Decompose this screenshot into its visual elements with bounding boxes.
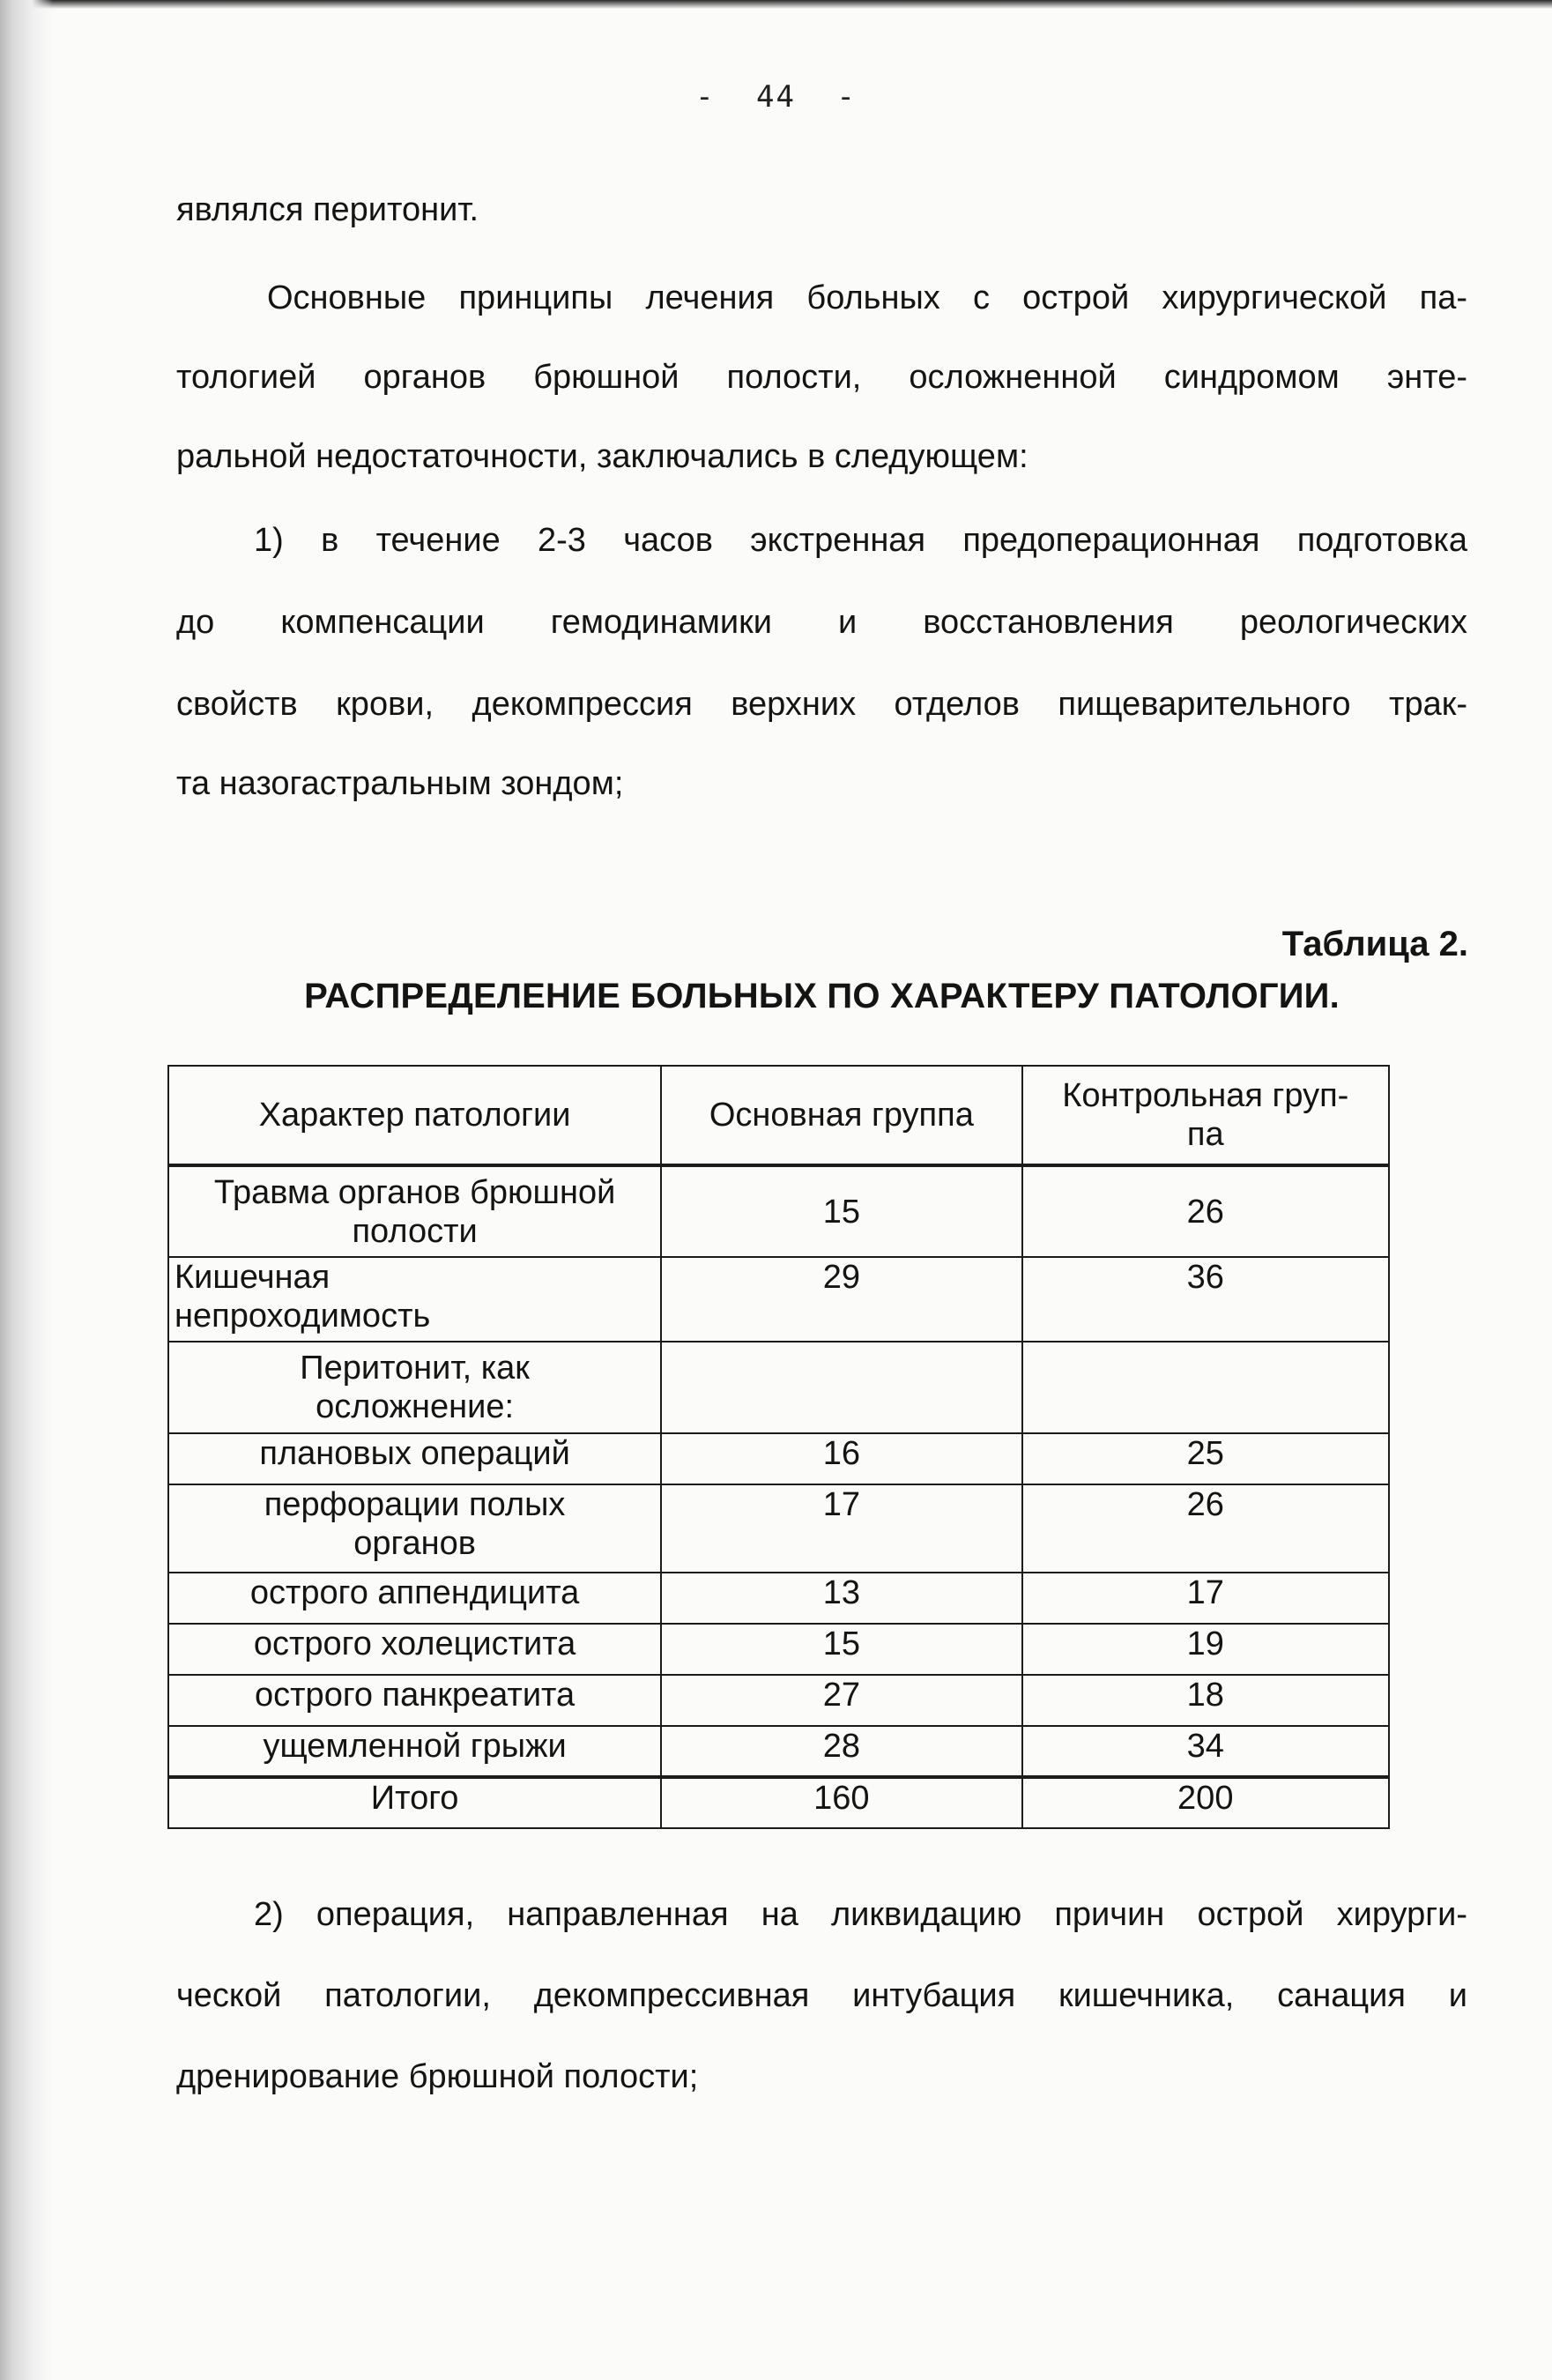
- header-control-line2: па: [1186, 1116, 1224, 1153]
- row-label: ущемленной грыжи: [168, 1726, 661, 1777]
- header-control-group: [1022, 1066, 1389, 1165]
- main-value: 16: [661, 1433, 1021, 1484]
- control-value: 25: [1022, 1433, 1389, 1484]
- main-value: 28: [661, 1726, 1021, 1777]
- total-label: Итого: [168, 1777, 661, 1828]
- table-total-row: [168, 1777, 1389, 1828]
- body-line-7: свойств крови, декомпрессия верхних отделов пищеварительного трак-: [176, 686, 1467, 723]
- main-value: 27: [661, 1675, 1021, 1726]
- body-line-8: та назогастральным зондом;: [176, 765, 624, 802]
- body-line-6: до компенсации гемодинамики и восстановления реологических: [176, 604, 1467, 641]
- row-label: [168, 1165, 661, 1257]
- table-caption: Таблица 2.: [1281, 925, 1468, 963]
- scan-top-edge: [0, 0, 1552, 9]
- control-value: 17: [1022, 1573, 1389, 1624]
- row-label-line: органов: [353, 1525, 476, 1562]
- control-value: 36: [1022, 1257, 1389, 1342]
- pathology-table: [167, 1065, 1390, 1829]
- header-main-group: Основная группа: [661, 1066, 1021, 1165]
- row-label: острого холецистита: [168, 1624, 661, 1675]
- main-value: 13: [661, 1573, 1021, 1624]
- row-label: [168, 1257, 661, 1342]
- table-row: [168, 1257, 1389, 1342]
- control-value: 34: [1022, 1726, 1389, 1777]
- table-row: [168, 1726, 1389, 1777]
- table-row: [168, 1484, 1389, 1573]
- body-line-5: 1) в течение 2-3 часов экстренная предоперационная подготовка: [254, 522, 1467, 559]
- control-value: 26: [1022, 1165, 1389, 1257]
- row-label: плановых операций: [168, 1433, 661, 1484]
- main-value: [661, 1342, 1021, 1433]
- main-value: 15: [661, 1165, 1021, 1257]
- row-label: острого панкреатита: [168, 1675, 661, 1726]
- body-line-10: ческой патологии, декомпрессивная интубация кишечника, санация и: [176, 1977, 1467, 2014]
- body-line-4: ральной недостаточности, заключались в следующем:: [176, 438, 1028, 475]
- control-value: 18: [1022, 1675, 1389, 1726]
- control-value: 19: [1022, 1624, 1389, 1675]
- total-control-value: 200: [1022, 1777, 1389, 1828]
- control-value: 26: [1022, 1484, 1389, 1573]
- body-line-9: 2) операция, направленная на ликвидацию причин острой хирурги-: [254, 1896, 1467, 1933]
- row-label-line: перфорации полых: [264, 1486, 566, 1523]
- table-row: [168, 1675, 1389, 1726]
- scan-left-edge: [0, 0, 53, 2380]
- row-label: острого аппендицита: [168, 1573, 661, 1624]
- main-value: 15: [661, 1624, 1021, 1675]
- table-row: [168, 1165, 1389, 1257]
- header-control-line1: Контрольная груп-: [1062, 1077, 1349, 1114]
- row-label-line: Травма органов брюшной: [213, 1173, 616, 1211]
- table-row: [168, 1624, 1389, 1675]
- row-label-line: Перитонит, как: [300, 1350, 530, 1387]
- total-main-value: 160: [661, 1777, 1021, 1828]
- row-label-line: осложнение:: [316, 1388, 515, 1425]
- row-label-line: полости: [352, 1212, 478, 1250]
- row-label-line: непроходимость: [175, 1298, 431, 1335]
- body-line-2: Основные принципы лечения больных с острой хирургической па-: [267, 279, 1467, 316]
- body-line-3: тологией органов брюшной полости, осложненной синдромом энте-: [176, 359, 1467, 396]
- table-header-row: [168, 1066, 1389, 1165]
- header-pathology: Характер патологии: [168, 1066, 661, 1165]
- table-title: РАСПРЕДЕЛЕНИЕ БОЛЬНЫХ ПО ХАРАКТЕРУ ПАТОЛОГИИ.: [304, 977, 1340, 1015]
- main-value: 29: [661, 1257, 1021, 1342]
- row-label: [168, 1342, 661, 1433]
- body-line-1: являлся перитонит.: [176, 191, 479, 228]
- row-label-line: Кишечная: [175, 1259, 330, 1296]
- body-line-11: дренирование брюшной полости;: [176, 2058, 699, 2095]
- control-value: [1022, 1342, 1389, 1433]
- table-row: [168, 1573, 1389, 1624]
- main-value: 17: [661, 1484, 1021, 1573]
- row-label: [168, 1484, 661, 1573]
- page-number: - 44 -: [695, 79, 857, 115]
- table-row: [168, 1433, 1389, 1484]
- table-row: [168, 1342, 1389, 1433]
